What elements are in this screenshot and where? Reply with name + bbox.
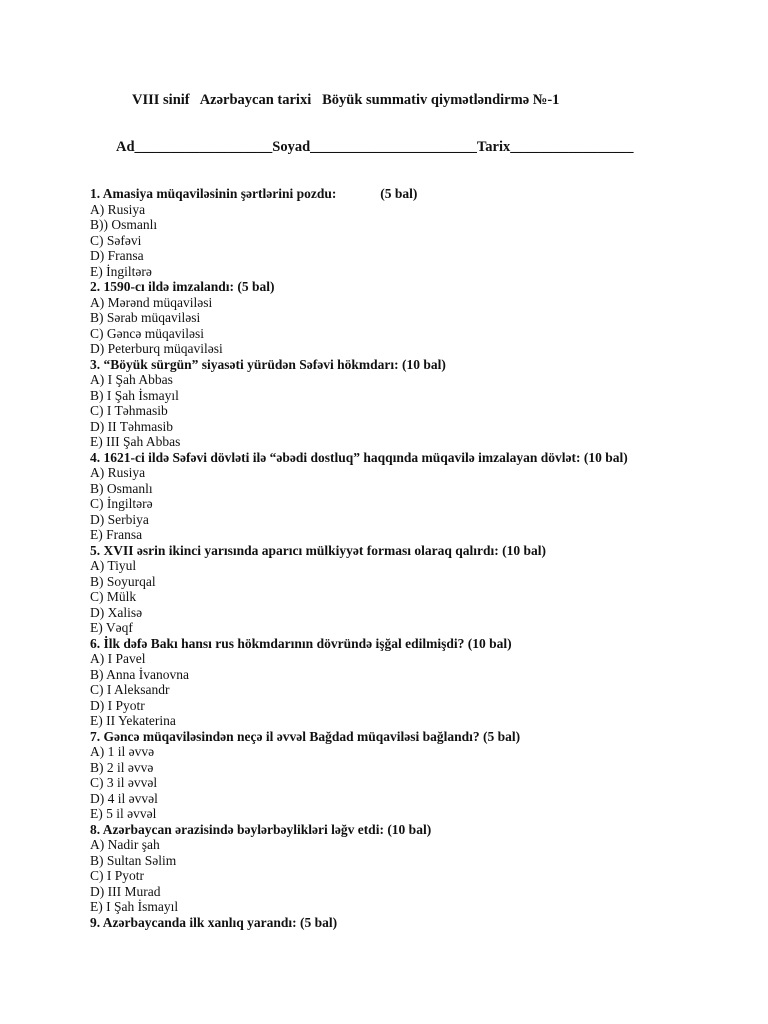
- question-3: [90, 357, 750, 450]
- answer-option: C) I Təhmasib: [90, 403, 168, 418]
- question-9: [90, 915, 750, 931]
- answer-option: E) I Şah İsmayıl: [90, 899, 179, 914]
- question-text: 5. XVII əsrin ikinci yarısında aparıcı mülkiyyət forması olaraq qalırdı: (10 bal): [90, 542, 547, 558]
- question-text: 6. İlk dəfə Bakı hansı rus hökmdarının dövründə işğal edilmişdi? (10 bal): [90, 635, 512, 651]
- answer-option: B) Sərab müqaviləsi: [90, 310, 201, 325]
- answer-option: B) Osmanlı: [90, 480, 153, 496]
- answer-option: D) Fransa: [90, 248, 144, 263]
- answer-option: C) I Aleksandr: [90, 682, 170, 697]
- question-6: [90, 636, 750, 729]
- answer-option: B) Anna İvanovna: [90, 666, 189, 682]
- answer-option: E) 5 il əvvəl: [90, 806, 157, 821]
- answer-option: E) Fransa: [90, 527, 143, 542]
- answer-option: A) Mərənd müqaviləsi: [90, 294, 213, 310]
- question-2: [90, 279, 750, 357]
- answer-option: D) III Murad: [90, 883, 161, 899]
- question-text: 9. Azərbaycanda ilk xanlıq yarandı: (5 bal): [90, 914, 338, 930]
- answer-option: D) Xalisə: [90, 604, 143, 620]
- answer-option: C) İngiltərə: [90, 496, 153, 511]
- answer-option: D) 4 il əvvəl: [90, 790, 158, 806]
- answer-option: C) I Pyotr: [90, 868, 144, 883]
- question-1: [90, 186, 750, 279]
- answer-option: E) III Şah Abbas: [90, 434, 181, 449]
- question-4: [90, 450, 750, 543]
- answer-option: A) I Pavel: [90, 651, 146, 666]
- answer-option: B) I Şah İsmayıl: [90, 387, 179, 403]
- question-text: 7. Gəncə müqaviləsindən neçə il əvvəl Bağdad müqaviləsi bağlandı? (5 bal): [90, 728, 521, 744]
- answer-option: A) 1 il əvvə: [90, 744, 155, 759]
- answer-option: A) Nadir şah: [90, 837, 160, 852]
- document-title: VIII sinif Azərbaycan tarixi Böyük summativ qiymətləndirmə №-1: [132, 92, 560, 108]
- answer-option: D) Serbiya: [90, 511, 149, 527]
- student-info-line: Ad___________________Soyad_______________________Tarix_________________: [116, 139, 634, 155]
- question-text: 8. Azərbaycan ərazisində bəylərbəylikləri ləğv etdi: (10 bal): [90, 821, 432, 837]
- question-text: 3. “Böyük sürgün” siyasəti yürüdən Səfəvi hökmdarı: (10 bal): [90, 356, 446, 372]
- answer-option: C) Gəncə müqaviləsi: [90, 325, 204, 341]
- question-8: [90, 822, 750, 915]
- answer-option: C) Səfəvi: [90, 232, 142, 248]
- questions-list: [90, 186, 750, 930]
- answer-option: A) I Şah Abbas: [90, 372, 173, 387]
- question-7: [90, 729, 750, 822]
- question-text: 4. 1621-ci ildə Səfəvi dövləti ilə “əbədi dostluq” haqqında müqavilə imzalayan dövlət: (10 bal): [90, 449, 628, 465]
- question-5: [90, 543, 750, 636]
- question-text: 2. 1590-cı ildə imzalandı: (5 bal): [90, 279, 275, 294]
- answer-option: A) Tiyul: [90, 558, 137, 573]
- answer-option: B)) Osmanlı: [90, 217, 158, 232]
- answer-option: D) I Pyotr: [90, 697, 145, 713]
- answer-option: C) Mülk: [90, 589, 137, 604]
- answer-option: D) Peterburq müqaviləsi: [90, 341, 223, 356]
- answer-option: E) İngiltərə: [90, 263, 152, 279]
- answer-option: A) Rusiya: [90, 201, 146, 217]
- answer-option: E) II Yekaterina: [90, 713, 176, 728]
- answer-option: B) Soyurqal: [90, 573, 156, 589]
- question-text: 1. Amasiya müqaviləsinin şərtlərini pozdu: (5 bal): [90, 186, 418, 201]
- answer-option: B) 2 il əvvə: [90, 759, 154, 775]
- answer-option: D) II Təhmasib: [90, 418, 173, 434]
- answer-option: C) 3 il əvvəl: [90, 775, 158, 790]
- answer-option: E) Vəqf: [90, 620, 133, 635]
- answer-option: B) Sultan Səlim: [90, 852, 177, 868]
- answer-option: A) Rusiya: [90, 465, 146, 480]
